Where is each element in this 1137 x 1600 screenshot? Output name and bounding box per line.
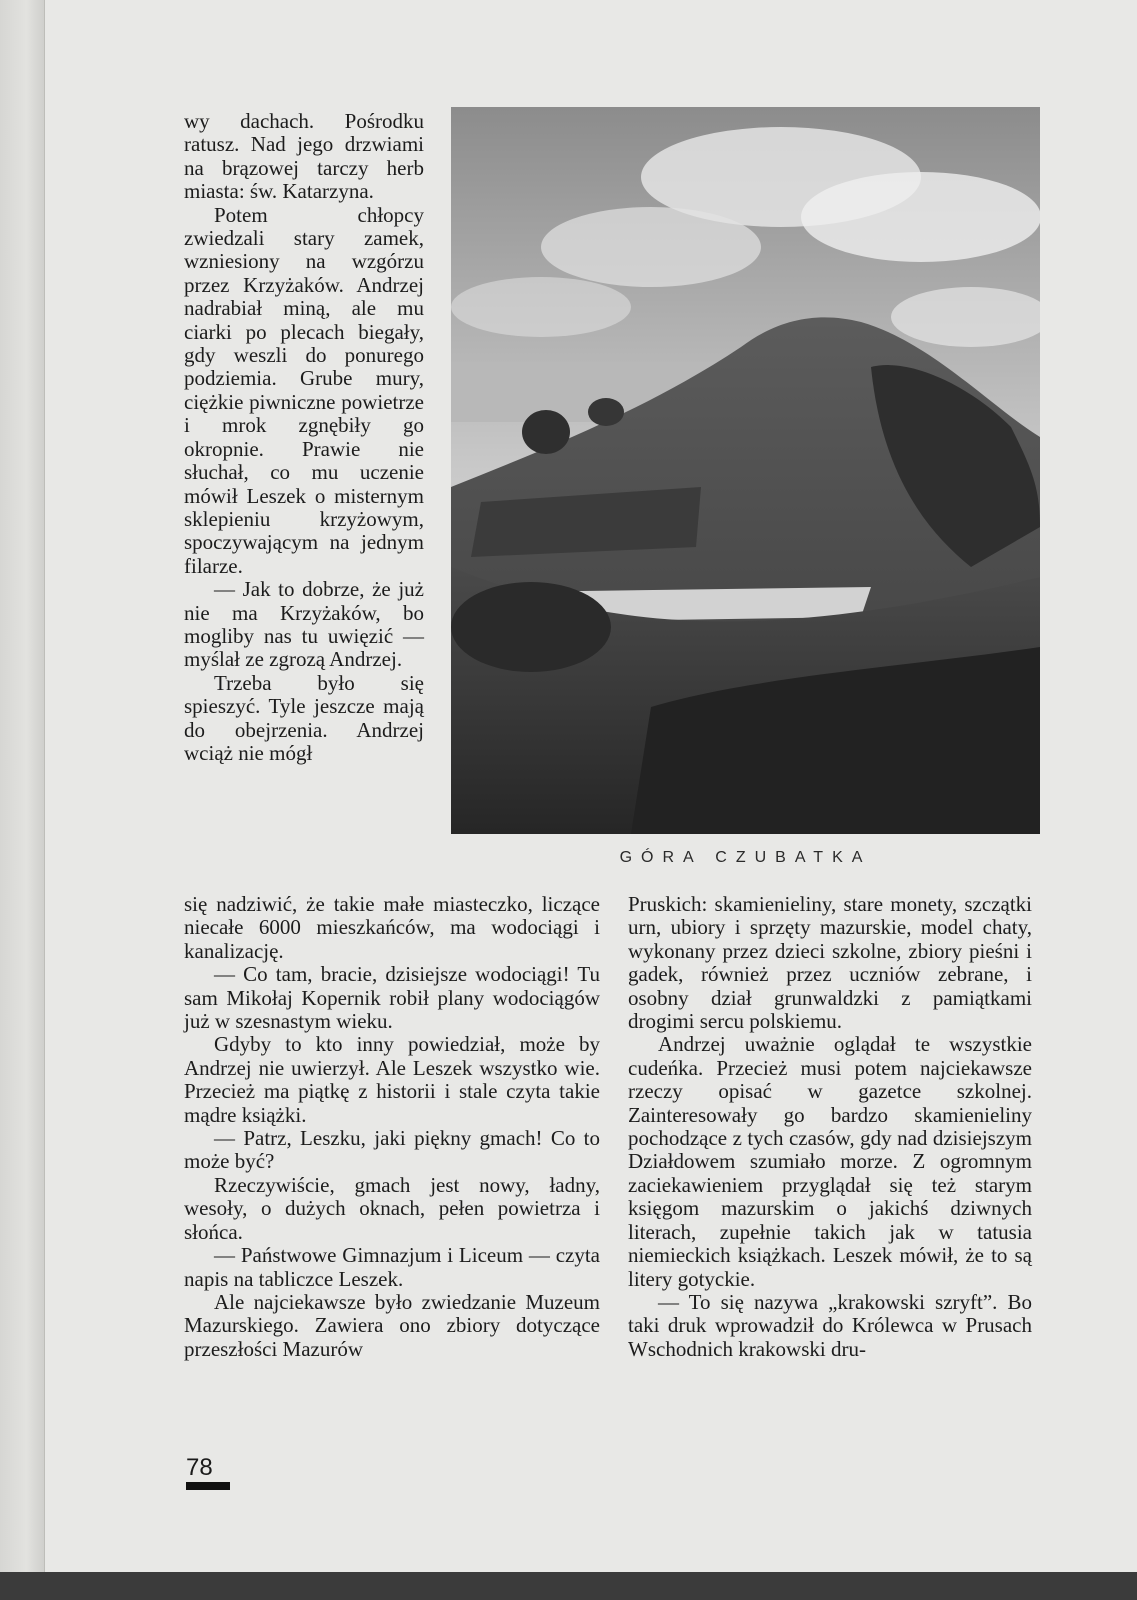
paragraph: Rzeczywiście, gmach jest nowy, ładny, wesoły, o dużych oknach, pełen powietrza i słońca.: [184, 1172, 600, 1244]
landscape-photo: [451, 107, 1040, 834]
text-column-bottom-left: [184, 893, 600, 1361]
paragraph: wy dachach. Pośrodku ratusz. Nad jego drzwiami na brązowej tarczy herb miasta: św. Katarzyna.: [184, 109, 424, 204]
paragraph: Potem chłopcy zwiedzali stary zamek, wzniesiony na wzgórzu przez Krzyżaków. Andrzej nadrabiał miną, ale mu ciarki po plecach biegały, gdy weszli do ponurego podziemia. Grube mury, ciężkie piwniczne powietrze i mrok zgnębiły go okropnie. Prawie nie słuchał, co mu uczenie mówił Leszek o misternym sklepieniu krzyżowym, spoczywającym na jednym filarze.: [184, 202, 424, 578]
paragraph: Ale najciekawsze było zwiedzanie Muzeum Mazurskiego. Zawiera ono zbiory dotyczące przeszłości Mazurów: [184, 1289, 600, 1361]
page-number-bar: [186, 1482, 230, 1490]
paragraph: — To się nazywa „krakowski szryft”. Bo taki druk wprowadził do Królewca w Prusach Wschodnich krakowski dru-: [628, 1289, 1032, 1361]
scan-bottom-shadow: [0, 1572, 1137, 1600]
page-edge: [0, 0, 45, 1600]
photo-caption: GÓRA CZUBATKA: [619, 849, 872, 866]
paragraph: — Jak to dobrze, że już nie ma Krzyżaków, bo mogliby nas tu uwięzić — myślał ze zgrozą Andrzej.: [184, 577, 424, 672]
text-column-right: [628, 893, 1032, 1361]
paragraph: Trzeba było się spieszyć. Tyle jeszcze mają do obejrzenia. Andrzej wciąż nie mógł: [184, 670, 424, 765]
paragraph: się nadziwić, że takie małe miasteczko, liczące niecałe 6000 mieszkańców, ma wodociągi i kanalizację.: [184, 892, 600, 963]
page-number: 78: [186, 1454, 213, 1481]
text-column-top-left: [184, 110, 424, 765]
paragraph: — Państwowe Gimnazjum i Liceum — czyta napis na tabliczce Leszek.: [184, 1243, 600, 1291]
paragraph: Gdyby to kto inny powiedział, może by Andrzej nie uwierzył. Ale Leszek wszystko wie. Przecież ma piątkę z historii i stale czyta takie mądre książki.: [184, 1032, 600, 1127]
paragraph: — Co tam, bracie, dzisiejsze wodociągi! Tu sam Mikołaj Kopernik robił plany wodociągów już w szesnastym wieku.: [184, 962, 600, 1034]
paragraph: — Patrz, Leszku, jaki piękny gmach! Co to może być?: [184, 1126, 600, 1174]
paragraph: Pruskich: skamienieliny, stare monety, szczątki urn, ubiory i sprzęty mazurskie, model chaty, wykonany przez dzieci szkolne, zbiory pieśni i gadek, również przez uczniów zebrane, i osobny dział grunwaldzki z pamiątkami drogimi sercu polskiemu.: [628, 892, 1032, 1034]
hill-photo-illustration: [451, 107, 1040, 834]
paragraph: Andrzej uważnie oglądał te wszystkie cudeńka. Przecież musi potem najciekawsze rzeczy opisać w gazetce szkolnej. Zainteresowały go bardzo skamienieliny pochodzące z tych czasów, gdy nad dzisiejszym Działdowem szumiało morze. Z ogromnym zaciekawieniem przyglądał się też starym księgom mazurskim o jakichś dziwnych literach, zupełnie takich jak w tatusia niemieckich książkach. Leszek mówił, że to są litery gotyckie.: [628, 1032, 1032, 1291]
